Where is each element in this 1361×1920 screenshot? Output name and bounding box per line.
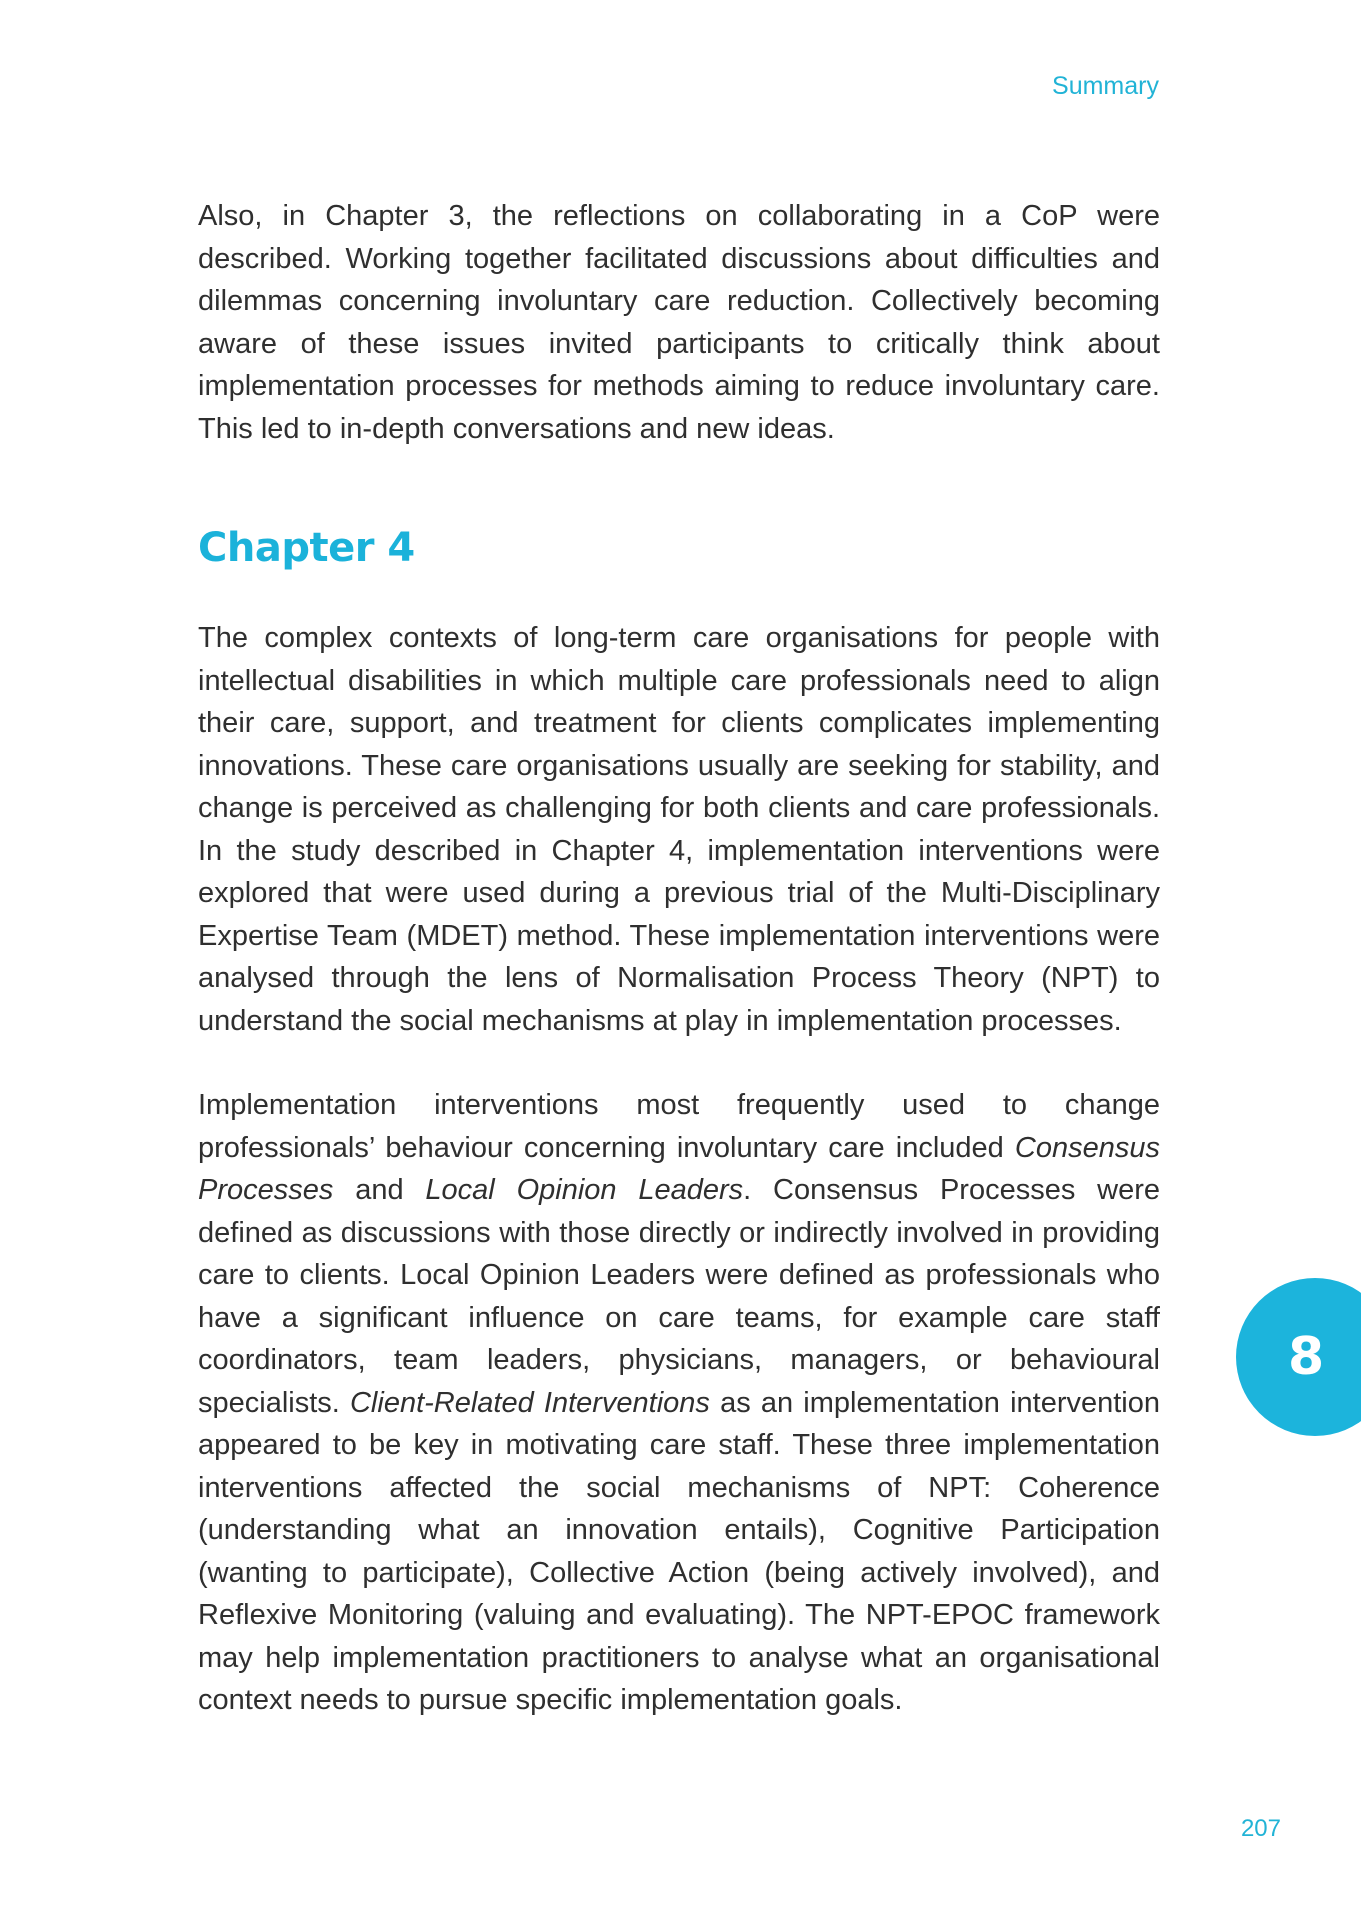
main-content (198, 195, 1161, 1716)
chapter-heading: Chapter 4 (198, 525, 415, 571)
running-header: Summary (1052, 72, 1159, 100)
text-segment: as an implementation intervention appeared to be key in motivating care staff. These three implementation interventions affected the social mechanisms of NPT: Coherence (understanding what an innovation entails), Cognitive Participation (wanting to participate), Collective Action (being actively involved), and Reflexive Monitoring (valuing and evaluating). The NPT-EPOC framework may help implementation practitioners to analyse what an organisational context needs to pursue specific implementation goals. (198, 1386, 1160, 1716)
paragraph-chapter-4-context: The complex contexts of long-term care organisations for people with intellectual disabilities in which multiple care professionals need to align their care, support, and treatment for clients complicates implementing innovations. These care organisations usually are seeking for stability, and change is perceived as challenging for both clients and care professionals. In the study described in Chapter 4, implementation interventions were explored that were used during a previous trial of the Multi-Disciplinary Expertise Team (MDET) method. These implementation interventions were analysed through the lens of Normalisation Process Theory (NPT) to understand the social mechanisms at play in implementation processes. (198, 622, 1160, 1037)
italic-term: Client-Related Interventions (349, 1386, 710, 1419)
italic-term: Consensus Processes (198, 1131, 1160, 1206)
italic-term: Local Opinion Leaders (425, 1174, 744, 1206)
page-number: 207 (1240, 1815, 1281, 1842)
chapter-tab-badge: 8 (1236, 1278, 1361, 1436)
paragraph-chapter-3-reflections: Also, in Chapter 3, the reflections on collaborating in a CoP were described. Working together facilitated discussions about difficulties and dilemmas concerning involuntary care reduction. Collectively becoming aware of these issues invited participants to critically think about implementation processes for methods aiming to reduce involuntary care. This led to in-depth conversations and new ideas. (198, 200, 1160, 445)
paragraph-implementation-interventions (198, 1084, 1160, 1722)
text-segment: Implementation interventions most frequently used to change professionals’ behaviour concerning involuntary care included (198, 1089, 1160, 1164)
text-segment: . Consensus Processes were defined as discussions with those directly or indirectly involved in providing care to clients. Local Opinion Leaders were defined as professionals who have a significant influence on care teams, for example care staff coordinators, team leaders, physicians, managers, or behavioural specialists. (198, 1174, 1161, 1419)
text-segment: and (333, 1174, 426, 1206)
